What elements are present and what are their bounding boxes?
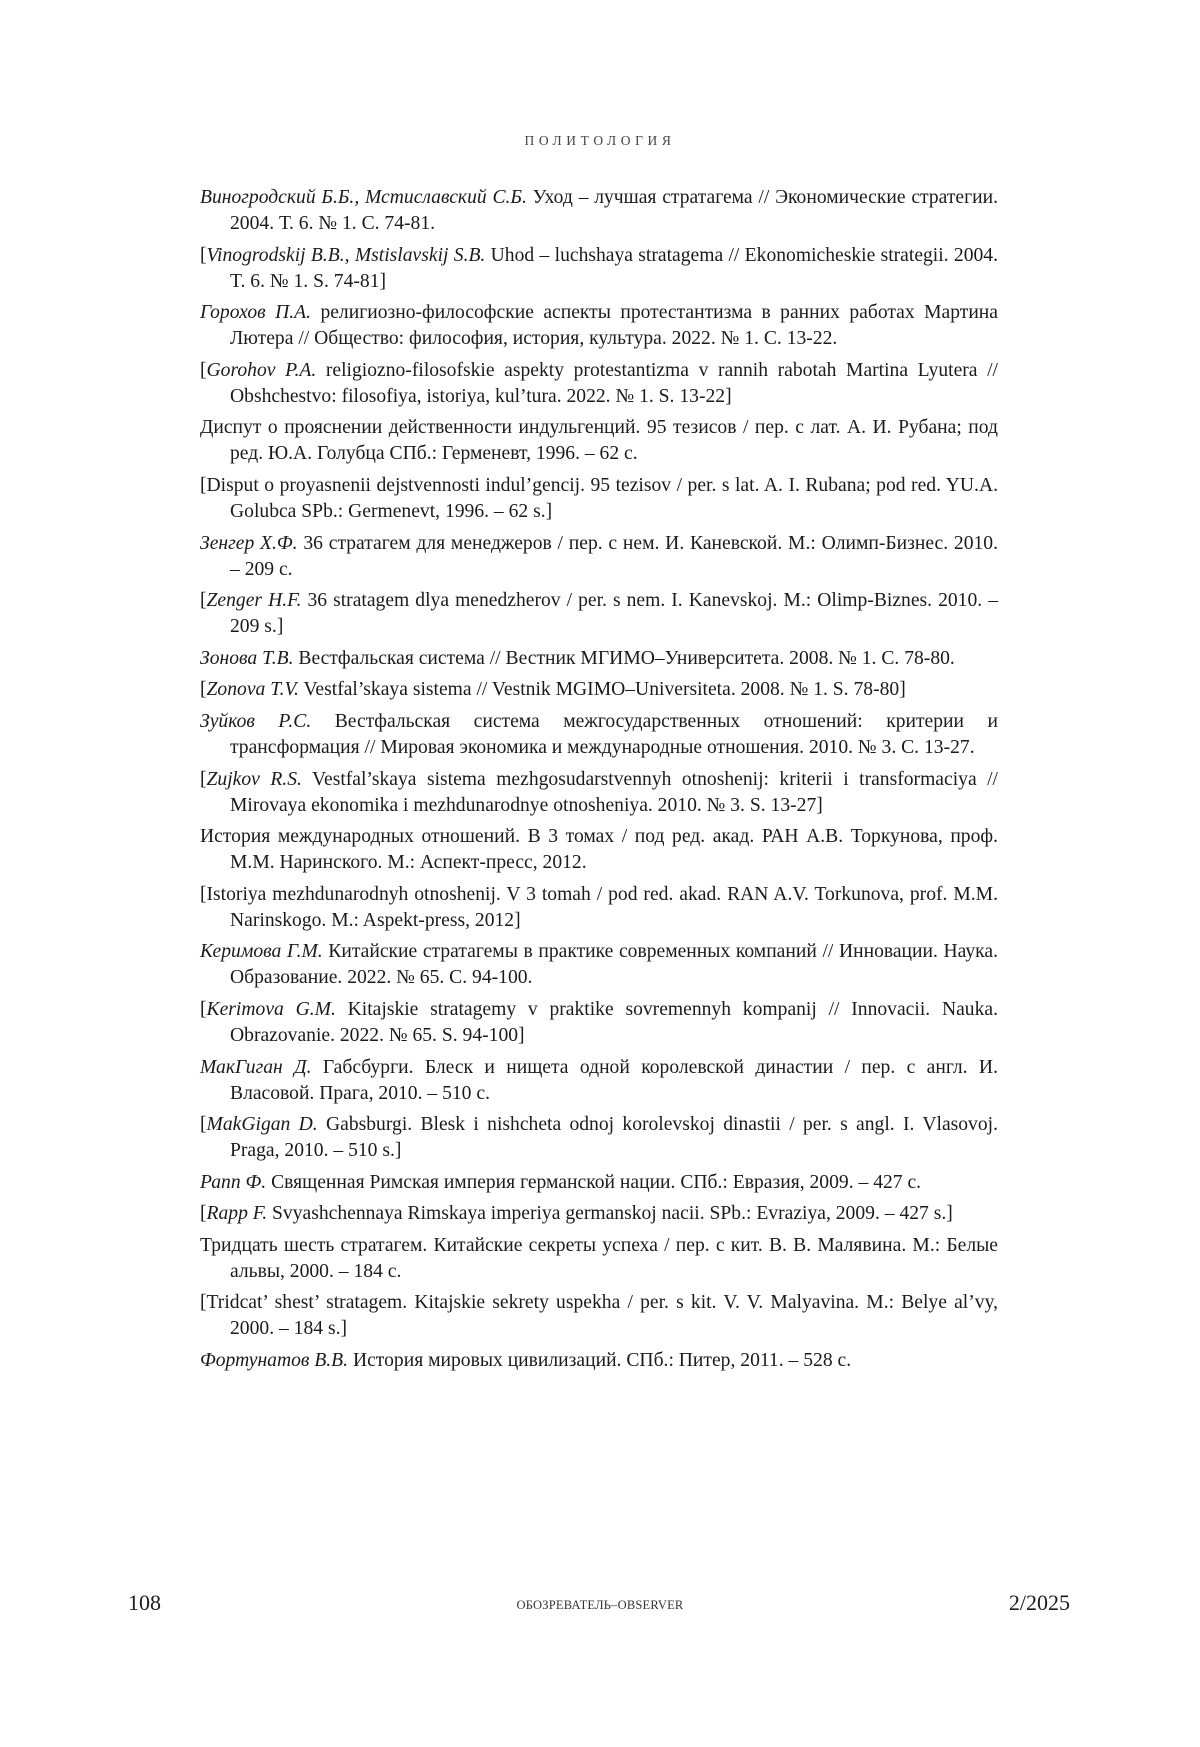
reference-entry [200, 1112, 998, 1164]
reference-text: Kitajskie stratagemy v praktike sovremennyh kompanij // Innovacii. Nauka. Obrazovanie. 2022. № 65. S. 94-100] [230, 999, 998, 1046]
reference-entry [200, 531, 998, 583]
reference-author: Горохов П.А. [200, 302, 311, 323]
reference-bracket: [ [200, 679, 207, 700]
reference-text: [Tridcat’ shest’ stratagem. Kitajskie sekrety uspekha / per. s kit. V. V. Malyavina. M.: Belye al’vy, 2000. – 184 s.] [200, 1292, 998, 1339]
reference-text: Вестфальская система межгосударственных отношений: критерии и трансформация // Мировая экономика и международные отношения. 2010. № 3. С. 13-27. [230, 711, 998, 758]
journal-name: ОБОЗРЕВАТЕЛЬ–OBSERVER [0, 1598, 1200, 1613]
reference-entry [200, 677, 998, 703]
reference-text: Svyashchennaya Rimskaya imperiya germanskoj nacii. SPb.: Evraziya, 2009. – 427 s.] [267, 1203, 953, 1224]
reference-entry [200, 882, 998, 934]
reference-entry [200, 824, 998, 876]
reference-author: Zenger H.F. [207, 590, 302, 611]
reference-entry [200, 1233, 998, 1285]
reference-text: Уход – лучшая стратагема // Экономические стратегии. 2004. Т. 6. № 1. С. 74-81. [230, 187, 998, 234]
reference-entry [200, 300, 998, 352]
reference-author: Zujkov R.S. [207, 769, 302, 790]
reference-author: MakGigan D. [207, 1114, 318, 1135]
reference-text: [Disput o proyasnenii dejstvennosti indul’gencij. 95 tezisov / per. s lat. A. I. Rubana; pod red. YU.A. Golubca SPb.: Germenevt, 1996. – 62 s.] [200, 475, 998, 522]
reference-entry [200, 646, 998, 672]
reference-bracket: [ [200, 360, 207, 381]
reference-text: Диспут о прояснении действенности индульгенций. 95 тезисов / пер. с лат. А. И. Рубана; под ред. Ю.А. Голубца СПб.: Герменевт, 1996. – 62 с. [200, 417, 998, 464]
reference-text: religiozno-filosofskie aspekty protestantizma v rannih rabotah Martina Lyutera // Obshchestvo: filosofiya, istoriya, kul’tura. 2022. № 1. S. 13-22] [230, 360, 998, 407]
reference-text: Вестфальская система // Вестник МГИМО–Университета. 2008. № 1. С. 78-80. [294, 648, 955, 669]
reference-entry [200, 1290, 998, 1342]
reference-author: МакГиган Д. [200, 1057, 311, 1078]
reference-entry [200, 588, 998, 640]
reference-entry [200, 709, 998, 761]
reference-author: Rapp F. [207, 1203, 268, 1224]
reference-bracket: [ [200, 1203, 207, 1224]
reference-bracket: [ [200, 1114, 207, 1135]
reference-author: Зуйков Р.С. [200, 711, 311, 732]
reference-text: религиозно-философские аспекты протестантизма в ранних работах Мартина Лютера // Общество: философия, история, культура. 2022. № 1. С. 13-22. [230, 302, 998, 349]
reference-text: Vestfal’skaya sistema // Vestnik MGIMO–Universiteta. 2008. № 1. S. 78-80] [299, 679, 906, 700]
reference-entry [200, 473, 998, 525]
reference-author: Zonova T.V. [207, 679, 299, 700]
reference-author: Рапп Ф. [200, 1172, 266, 1193]
reference-text: Китайские стратагемы в практике современных компаний // Инновации. Наука. Образование. 2022. № 65. С. 94-100. [230, 941, 998, 988]
reference-entry [200, 243, 998, 295]
reference-list [200, 185, 998, 1380]
running-title: ПОЛИТОЛОГИЯ [0, 133, 1200, 149]
reference-bracket: [ [200, 999, 207, 1020]
reference-entry [200, 939, 998, 991]
reference-author: Зенгер Х.Ф. [200, 533, 298, 554]
reference-text: Uhod – luchshaya stratagema // Ekonomicheskie strategii. 2004. T. 6. № 1. S. 74-81] [230, 245, 998, 292]
reference-entry [200, 997, 998, 1049]
reference-entry [200, 767, 998, 819]
reference-entry [200, 1170, 998, 1196]
reference-bracket: [ [200, 245, 207, 266]
page-footer [0, 1590, 1200, 1620]
reference-text: 36 stratagem dlya menedzherov / per. s nem. I. Kanevskoj. M.: Olimp-Biznes. 2010. – 209 s.] [230, 590, 998, 637]
reference-entry [200, 415, 998, 467]
reference-entry [200, 185, 998, 237]
reference-bracket: [ [200, 769, 207, 790]
reference-author: Фортунатов В.В. [200, 1350, 348, 1371]
reference-text: 36 стратагем для менеджеров / пер. с нем. И. Каневской. М.: Олимп-Бизнес. 2010. – 209 с. [230, 533, 998, 580]
reference-text: [Istoriya mezhdunarodnyh otnoshenij. V 3 tomah / pod red. akad. RAN A.V. Torkunova, prof. M.M. Narinskogo. M.: Aspekt-press, 2012] [200, 884, 998, 931]
reference-entry [200, 1201, 998, 1227]
issue-number: 2/2025 [1009, 1590, 1070, 1616]
reference-text: Габсбурги. Блеск и нищета одной королевской династии / пер. с англ. И. Власовой. Прага, 2010. – 510 с. [230, 1057, 998, 1104]
reference-bracket: [ [200, 590, 207, 611]
reference-author: Kerimova G.M. [207, 999, 336, 1020]
reference-entry [200, 1348, 998, 1374]
reference-author: Vinogrodskij B.B., Mstislavskij S.B. [207, 245, 486, 266]
reference-entry [200, 1055, 998, 1107]
reference-author: Зонова Т.В. [200, 648, 294, 669]
reference-author: Керимова Г.М. [200, 941, 323, 962]
page-number: 108 [128, 1590, 161, 1616]
reference-text: Тридцать шесть стратагем. Китайские секреты успеха / пер. с кит. В. В. Малявина. М.: Белые альвы, 2000. – 184 с. [200, 1235, 998, 1282]
reference-text: Vestfal’skaya sistema mezhgosudarstvennyh otnoshenij: kriterii i transformaciya // Mirovaya ekonomika i mezhdunarodnye otnosheniya. 2010. № 3. S. 13-27] [230, 769, 998, 816]
reference-text: Gabsburgi. Blesk i nishcheta odnoj korolevskoj dinastii / per. s angl. I. Vlasovoj. Praga, 2010. – 510 s.] [230, 1114, 998, 1161]
reference-text: Священная Римская империя германской нации. СПб.: Евразия, 2009. – 427 с. [266, 1172, 921, 1193]
reference-text: История мировых цивилизаций. СПб.: Питер, 2011. – 528 с. [348, 1350, 851, 1371]
reference-author: Виногродский Б.Б., Мстиславский С.Б. [200, 187, 527, 208]
reference-text: История международных отношений. В 3 томах / под ред. акад. РАН А.В. Торкунова, проф. М.М. Наринского. М.: Аспект-пресс, 2012. [200, 826, 998, 873]
reference-author: Gorohov P.A. [207, 360, 317, 381]
reference-entry [200, 358, 998, 410]
